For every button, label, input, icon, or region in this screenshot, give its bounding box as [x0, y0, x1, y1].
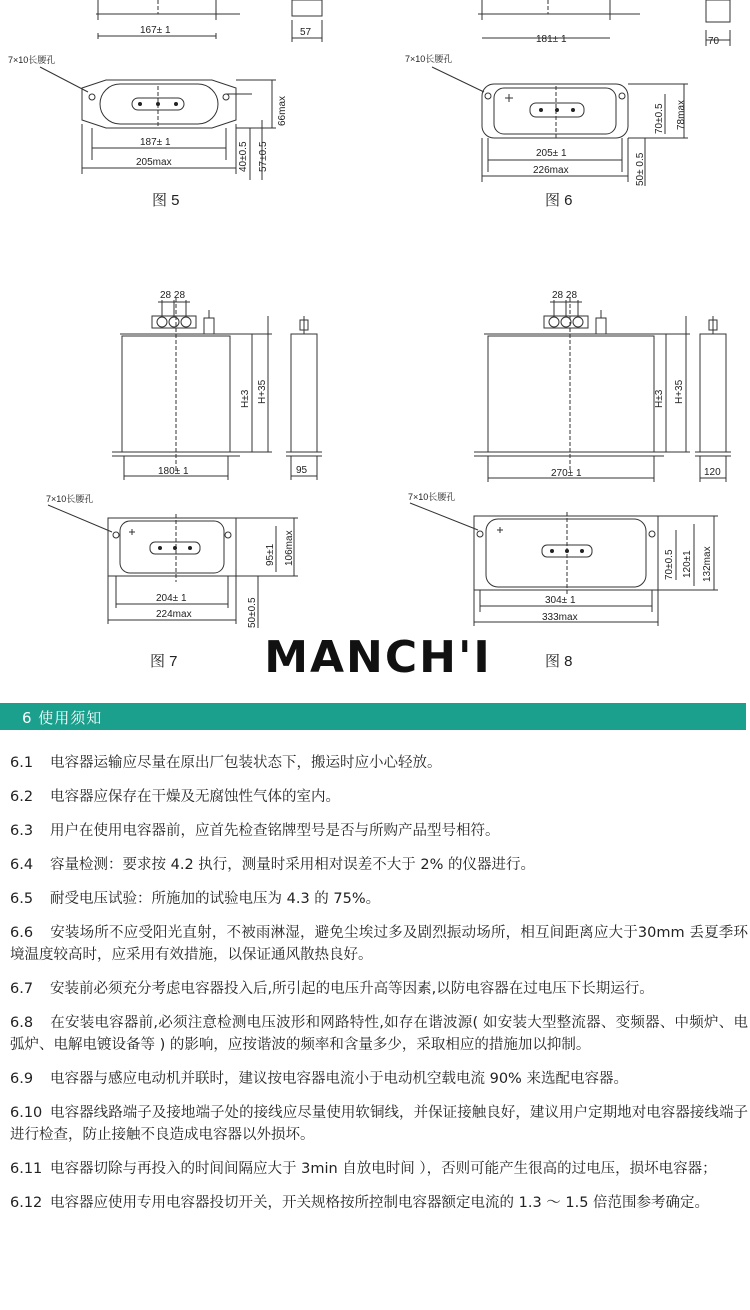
item-number: 6.7 [10, 981, 34, 997]
fig7-depth: 95 [296, 465, 308, 476]
fig8-height-b: H+35 [674, 379, 685, 404]
logo-text: MANCH'I [264, 632, 492, 680]
item-number: 6.3 [10, 823, 34, 839]
fig5-top-width: 167± 1 [140, 25, 171, 36]
list-item [10, 1012, 748, 1056]
fig7-outer-length: 224max [156, 609, 192, 620]
fig5-label: 图 5 [152, 192, 180, 209]
item-text: 电容器切除与再投入的时间间隔应大于 3min 自放电时间 ），否则可能产生很高的过电压，损坏电容器； [50, 1161, 717, 1177]
fig5-hole-spacing: 40±0.5 [238, 141, 249, 172]
item-number: 6.1 [10, 755, 34, 771]
fig8-body-width: 270± 1 [551, 468, 582, 479]
list-item [10, 1192, 748, 1214]
fig7-height-a: H±3 [240, 389, 251, 408]
fig8-h3: 132max [702, 546, 713, 582]
item-number: 6.9 [10, 1071, 34, 1087]
list-item [10, 1102, 748, 1146]
item-number: 6.4 [10, 857, 34, 873]
fig7-spacing: 50±0.5 [247, 597, 258, 628]
fig6-outer-length: 226max [533, 165, 569, 176]
figure-5-drawing [40, 0, 322, 180]
fig5-inner-length: 187± 1 [140, 137, 171, 148]
list-item [10, 978, 748, 1000]
fig6-top-depth: 70 [708, 36, 720, 47]
list-item [10, 786, 748, 808]
fig6-spacing: 50± 0.5 [635, 152, 646, 186]
item-text: 耐受电压试验：所施加的试验电压为 4.3 的 75%。 [50, 891, 381, 907]
item-text: 在安装电容器前,必须注意检测电压波形和网路特性,如存在谐波源( 如安装大型整流器、变频器、中频炉、电弧炉、电解电镀设备等 ) 的影响，应按谐波的频率和含量多少，采取相应的措施加以抑制。 [10, 1015, 748, 1053]
item-text: 电容器线路端子及接地端子处的接线应尽量使用软铜线，并保证接触良好，建议用户定期地对电容器接线端子进行检查，防止接触不良造成电容器以外损坏。 [10, 1105, 748, 1143]
fig8-outer-length: 333max [542, 612, 578, 623]
fig8-depth: 120 [704, 467, 721, 478]
fig8-terminal-spacing: 28 28 [552, 290, 578, 301]
fig8-label: 图 8 [545, 653, 573, 670]
item-number: 6.10 [10, 1105, 43, 1121]
terminal-dots [138, 102, 584, 553]
item-text: 用户在使用电容器前，应首先检查铭牌型号是否与所购产品型号相符。 [50, 823, 500, 839]
fig8-h2: 120±1 [682, 550, 693, 578]
fig7-hole-note: 7×10长腰孔 [46, 494, 94, 504]
manchi-logo [262, 630, 494, 680]
fig8-hole-note: 7×10长腰孔 [408, 492, 456, 502]
fig6-h1: 70±0.5 [654, 103, 665, 134]
fig7-inner-length: 204± 1 [156, 593, 187, 604]
item-text: 电容器运输应尽量在原出厂包装状态下，搬运时应小心轻放。 [50, 755, 442, 771]
fig7-label: 图 7 [150, 653, 178, 670]
fig8-inner-length: 304± 1 [545, 595, 576, 606]
item-text: 电容器应保存在干燥及无腐蚀性气体的室内。 [50, 789, 340, 805]
fig7-h1: 95±1 [265, 543, 276, 566]
fig8-h1: 70±0.5 [664, 549, 675, 580]
fig5-outer-spacing: 57±0.5 [258, 141, 269, 172]
fig8-height-a: H±3 [654, 389, 665, 408]
fig7-height-b: H+35 [257, 379, 268, 404]
fig6-hole-note: 7×10长腰孔 [405, 54, 453, 64]
item-text: 安装前必须充分考虑电容器投入后,所引起的电压升高等因素,以防电容器在过电压下长期运行。 [50, 981, 654, 997]
item-text: 电容器应使用专用电容器投切开关，开关规格按所控制电容器额定电流的 1.3 ～ 1.5 倍范围参考确定。 [50, 1195, 710, 1211]
usage-notes-list [10, 752, 748, 1226]
item-number: 6.6 [10, 925, 34, 941]
fig5-top-depth: 57 [300, 27, 312, 38]
list-item [10, 820, 748, 842]
figure-7-drawing [48, 298, 322, 628]
fig7-terminal-spacing: 28 28 [160, 290, 186, 301]
list-item [10, 922, 748, 966]
fig7-h2: 106max [284, 530, 295, 566]
fig7-body-width: 180± 1 [158, 466, 189, 477]
item-number: 6.12 [10, 1195, 43, 1211]
fig5-height-max: 66max [277, 95, 288, 126]
list-item [10, 888, 748, 910]
item-text: 安装场所不应受阳光直射，不被雨淋湿，避免尘埃过多及剧烈振动场所，相互间距离应大于30mm 丢夏季环境温度较高时，应采用有效措施，以保证通风散热良好。 [10, 925, 748, 963]
item-text: 容量检测：要求按 4.2 执行，测量时采用相对误差不大于 2% 的仪器进行。 [50, 857, 535, 873]
list-item [10, 1158, 748, 1180]
section-header-bar [0, 703, 746, 730]
item-number: 6.11 [10, 1161, 43, 1177]
fig5-outer-length: 205max [136, 157, 172, 168]
fig6-h2: 78max [676, 99, 687, 130]
section-title: 6 使用须知 [22, 709, 103, 727]
fig6-top-width: 181± 1 [536, 34, 567, 45]
list-item [10, 854, 748, 876]
item-number: 6.2 [10, 789, 34, 805]
list-item [10, 1068, 748, 1090]
item-number: 6.8 [10, 1015, 34, 1031]
figure-6-drawing [432, 0, 730, 186]
item-number: 6.5 [10, 891, 34, 907]
fig5-hole-note: 7×10长腰孔 [8, 55, 56, 65]
fig6-label: 图 6 [545, 192, 573, 209]
fig6-inner-length: 205± 1 [536, 148, 567, 159]
item-text: 电容器与感应电动机并联时，建议按电容器电流小于电动机空载电流 90% 来选配电容器。 [50, 1071, 628, 1087]
list-item [10, 752, 748, 774]
